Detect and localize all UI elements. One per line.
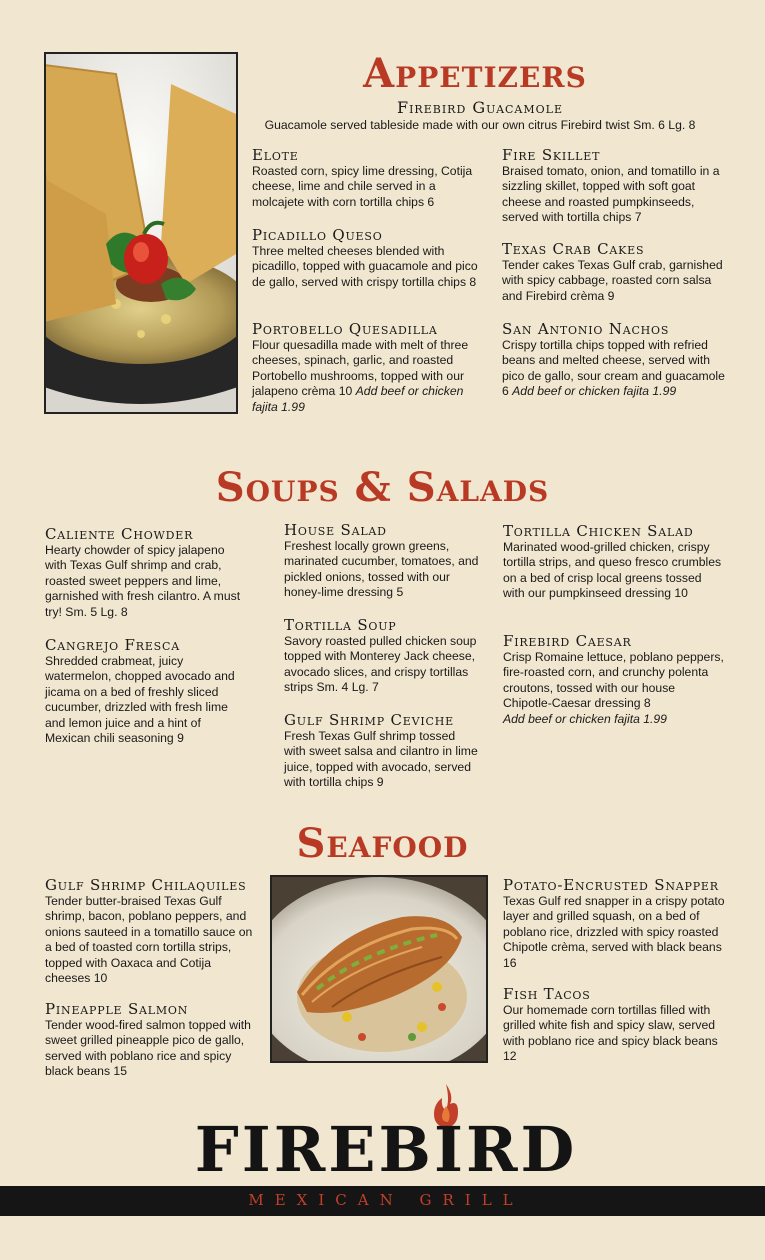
item-name: House Salad [284,521,387,539]
appetizers-title: Appetizers [363,50,587,97]
menu-item-caliente-chowder [45,525,245,620]
soups-salads-title: Soups & Salads [215,464,550,511]
item-name: Portobello Quesadilla [252,320,438,338]
item-desc: Hearty chowder of spicy jalapeno with Texas Gulf shrimp and crab, roasted sweet peppers and lime, garnished with fresh cilantro. A must try! Sm. 5 Lg. 8 [45,543,241,619]
item-desc-text: Flour quesadilla made with melt of three cheeses, spinach, garlic, and roasted Portobello mushrooms, topped with our jalapeno crèma 10 [252,338,469,399]
item-desc: Tender butter-braised Texas Gulf shrimp, bacon, poblano peppers, and onions sauteed in a tomatillo sauce on a bed of toasted corn tortilla strips, topped with Oaxaca and Cotija cheeses 10 [45,894,253,986]
menu-item-san-antonio-nachos [502,320,728,400]
menu-item-fish-tacos [503,985,725,1065]
item-desc-text: Crisp Romaine lettuce, poblano peppers, fire-roasted corn, and crunchy polenta croutons, tossed with our house Chipotle-Caesar dressing 8 [503,650,724,711]
item-desc: Tender cakes Texas Gulf crab, garnished with spicy cabbage, roasted corn salsa and Firebird crèma 9 [502,258,723,303]
item-name: Gulf Shrimp Ceviche [284,711,454,729]
menu-item-fire-skillet [502,146,728,226]
item-desc [502,338,728,400]
item-desc: Our homemade corn tortillas filled with grilled white fish and spicy slaw, served with poblano rice and spicy black beans 12 [503,1003,718,1064]
item-name: Potato-Encrusted Snapper [503,876,719,894]
item-desc: Freshest locally grown greens, marinated cucumber, tomatoes, and pickled onions, tossed with our honey-lime dressing 5 [284,539,479,600]
snapper-illustration [272,877,486,1061]
item-desc-text: Crispy tortilla chips topped with refried beans and melted cheese, served with pico de gallo, sour cream and guacamole 6 [502,338,725,399]
item-name: San Antonio Nachos [502,320,670,338]
item-desc [503,650,725,727]
featured-item-name: Firebird Guacamole [396,98,563,117]
item-desc: Three melted cheeses blended with picadillo, topped with guacamole and pico de gallo, served with crispy tortilla chips 8 [252,244,478,289]
menu-item-tortilla-chicken-salad [503,522,725,602]
item-name: Caliente Chowder [45,525,194,543]
seafood-title: Seafood [296,820,469,867]
item-desc: Texas Gulf red snapper in a crispy potato layer and grilled squash, on a bed of poblano rice, drizzled with spicy roasted Chipotle crèma, served with black beans 16 [503,894,725,970]
item-desc: Tender wood-fired salmon topped with sweet grilled pineapple pico de gallo, served with poblano rice and spicy black beans 15 [45,1018,251,1079]
item-name: Tortilla Chicken Salad [503,522,694,540]
menu-item-gulf-shrimp-ceviche [284,711,480,791]
item-add-on: Add beef or chicken fajita 1.99 [503,711,667,726]
item-desc: Savory roasted pulled chicken soup topped with Monterey Jack cheese, avocado slices, and crispy tortillas strips Sm. 4 Lg. 7 [284,634,477,695]
item-name: Cangrejo Fresca [45,636,180,654]
item-add-on: Add beef or chicken fajita 1.99 [252,384,464,414]
item-name: Elote [252,146,299,164]
item-name: Fire Skillet [502,146,601,164]
guacamole-photo [44,52,238,414]
item-desc: Shredded crabmeat, juicy watermelon, chopped avocado and jicama on a bed of freshly sliced cucumber, drizzled with fresh lime and lemon juice and a hint of Mexican chili seasoning 9 [45,654,235,746]
guacamole-illustration [46,54,236,412]
item-name: Pineapple Salmon [45,1000,189,1018]
menu-item-gulf-shrimp-chilaquiles [45,876,255,986]
menu-item-picadillo-queso [252,226,478,290]
menu-item-portobello-quesadilla [252,320,478,415]
menu-item-texas-crab-cakes [502,240,728,304]
item-desc: Fresh Texas Gulf shrimp tossed with sweet salsa and cilantro in lime juice, topped with avocado, served with tortilla chips 9 [284,729,478,790]
firebird-logo: FIREBIRD [194,1113,578,1186]
item-name: Firebird Caesar [503,632,632,650]
item-desc: Marinated wood-grilled chicken, crispy tortilla strips, and queso fresco crumbles on a bed of crisp local greens tossed with our pumpkinseed dressing 10 [503,540,722,601]
logo-tagline: MEXICAN GRILL [248,1191,524,1209]
item-name: Picadillo Queso [252,226,383,244]
menu-item-tortilla-soup [284,616,480,696]
menu-item-pineapple-salmon [45,1000,255,1080]
item-desc: Braised tomato, onion, and tomatillo in a sizzling skillet, topped with soft goat cheese and roasted pumpkinseeds, served with tortilla chips 7 [502,164,720,225]
item-name: Tortilla Soup [284,616,397,634]
menu-item-elote [252,146,478,210]
item-name: Fish Tacos [503,985,591,1003]
item-desc [252,338,478,415]
item-add-on: Add beef or chicken fajita 1.99 [512,384,677,399]
item-name: Gulf Shrimp Chilaquiles [45,876,247,894]
item-name: Texas Crab Cakes [502,240,645,258]
menu-item-firebird-caesar [503,632,725,727]
featured-item-desc: Guacamole served tableside made with our own citrus Firebird twist Sm. 6 Lg. 8 [264,118,696,132]
snapper-photo [270,875,488,1063]
menu-item-house-salad [284,521,480,601]
item-desc: Roasted corn, spicy lime dressing, Cotija cheese, lime and chile served in a molcajete with corn tortilla chips 6 [252,164,473,209]
menu-item-potato-encrusted-snapper [503,876,725,971]
menu-item-cangrejo-fresca [45,636,245,746]
